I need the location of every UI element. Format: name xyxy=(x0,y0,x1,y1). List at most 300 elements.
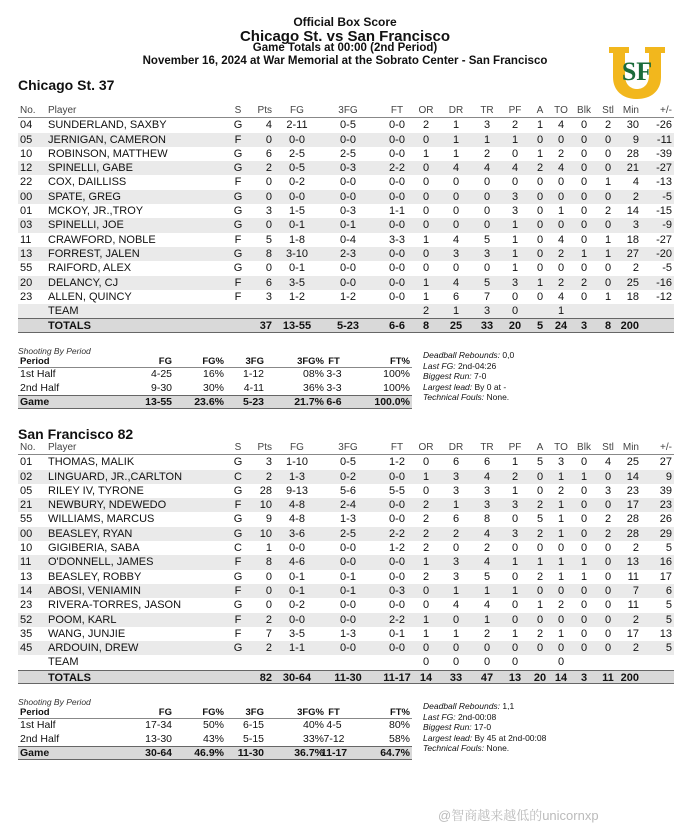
stat-blk: 0 xyxy=(580,190,588,203)
logo-lettering: SF xyxy=(621,57,653,86)
stat-ft: 0-0 xyxy=(389,176,405,189)
stat-to: 1 xyxy=(557,513,565,526)
stat-s: G xyxy=(233,456,243,469)
stat-name: DELANCY, CJ xyxy=(48,276,119,289)
stat-dr: 1 xyxy=(452,147,460,160)
stat-fg: 3-5 xyxy=(289,276,305,289)
stat-ft: 1-1 xyxy=(389,205,405,218)
total-fg3: 11-30 xyxy=(334,671,362,684)
stat-pm: 6 xyxy=(665,584,672,597)
stat-to: 4 xyxy=(557,162,565,175)
stat-fg3: 0-5 xyxy=(340,456,356,469)
stat-a: 2 xyxy=(536,162,544,175)
stat-tr: 3 xyxy=(483,119,491,132)
stat-pts: 0 xyxy=(265,262,272,275)
stat-pts: 8 xyxy=(265,556,272,569)
stat-name: MCKOY, JR.,TROY xyxy=(48,205,144,218)
stat-pts: 8 xyxy=(265,247,272,260)
stat-stl: 4 xyxy=(604,456,612,469)
stat-ft: 0-0 xyxy=(389,642,405,655)
stat-pf: 1 xyxy=(511,556,519,569)
total-a: 20 xyxy=(533,671,547,684)
stat-blk: 0 xyxy=(580,147,588,160)
stat-ft: 0-0 xyxy=(389,119,405,132)
stat-name: LINGUARD, JR.,CARLTON xyxy=(48,470,183,483)
stat-or: 1 xyxy=(422,233,430,246)
total-fg: 13-55 xyxy=(282,320,312,333)
stat-pm: -5 xyxy=(662,190,672,203)
stat-fg: 0-2 xyxy=(289,599,305,612)
game-fg3p: 36.7% xyxy=(294,747,324,759)
note-value: 17-0 xyxy=(471,722,492,732)
stat-s: G xyxy=(233,262,243,275)
stat-to: 0 xyxy=(557,262,565,275)
player-row xyxy=(18,527,674,541)
totals-row xyxy=(18,670,674,684)
note-key: Deadball Rebounds: xyxy=(423,701,501,711)
stat-pf: 0 xyxy=(511,570,519,583)
game-fg: 30-64 xyxy=(145,747,172,759)
stat-s: C xyxy=(234,470,242,483)
stat-fg: 4-6 xyxy=(289,556,305,569)
stat-pm: -9 xyxy=(662,219,672,232)
player-row xyxy=(18,190,674,204)
stat-min: 17 xyxy=(626,499,639,512)
stat-or: 1 xyxy=(422,276,430,289)
shoot-fgp: 30% xyxy=(202,381,224,394)
watermark: @智商越来越低的unicornxp xyxy=(438,808,599,823)
stat-no: 22 xyxy=(20,176,33,189)
stat-a: 2 xyxy=(536,499,544,512)
stat-pts: 10 xyxy=(259,499,272,512)
shoot-fg3: 6-15 xyxy=(242,719,264,731)
stat-tr: 4 xyxy=(483,162,491,175)
stat-name: POOM, KARL xyxy=(48,613,117,626)
stat-or: 0 xyxy=(422,133,430,146)
stat-dr: 2 xyxy=(452,527,460,540)
stat-s: G xyxy=(233,570,243,583)
total-dr: 25 xyxy=(449,320,463,333)
shooting-by-period-home xyxy=(18,697,412,760)
stat-fg: 0-0 xyxy=(289,613,305,626)
stat-pf: 1 xyxy=(511,233,519,246)
stat-fg3: 0-0 xyxy=(340,642,356,655)
stat-pf: 1 xyxy=(511,484,519,497)
stat-name: WILLIAMS, MARCUS xyxy=(48,513,155,526)
player-row xyxy=(18,118,674,132)
stat-or: 2 xyxy=(422,305,430,318)
stat-dr: 1 xyxy=(452,133,460,146)
note-value: 7-0 xyxy=(471,371,487,381)
stat-no: 12 xyxy=(20,162,33,175)
stat-ft: 0-0 xyxy=(389,262,405,275)
stat-a: 1 xyxy=(536,599,544,612)
stat-to: 0 xyxy=(557,176,565,189)
stat-to: 1 xyxy=(557,556,565,569)
shoot-col-fg3: 3FG xyxy=(245,356,264,367)
stat-no: 10 xyxy=(20,542,33,555)
stat-fg: 3-5 xyxy=(289,627,305,640)
stat-ft: 1-2 xyxy=(389,456,405,469)
stat-dr: 3 xyxy=(452,556,460,569)
stat-to: 2 xyxy=(557,247,565,260)
stat-fg: 0-2 xyxy=(289,176,305,189)
stat-dr: 0 xyxy=(452,176,460,189)
stat-no: 00 xyxy=(20,190,33,203)
game-ftp: 64.7% xyxy=(380,747,410,759)
stat-min: 14 xyxy=(626,470,639,483)
stat-or: 0 xyxy=(422,219,430,232)
stat-min: 18 xyxy=(626,233,639,246)
stat-pm: 16 xyxy=(659,556,672,569)
stat-fg3: 0-5 xyxy=(340,119,356,132)
stat-pm: -12 xyxy=(656,290,672,303)
total-or: 8 xyxy=(422,320,430,333)
stat-ft: 0-0 xyxy=(389,499,405,512)
player-row xyxy=(18,584,674,598)
stat-to: 1 xyxy=(557,205,565,218)
total-fg: 30-64 xyxy=(282,671,312,684)
player-row xyxy=(18,512,674,526)
total-fg3: 5-23 xyxy=(336,320,360,333)
note-line xyxy=(423,350,514,361)
total-to: 14 xyxy=(554,671,568,684)
stat-pts: 2 xyxy=(265,613,272,626)
stat-fg: 1-8 xyxy=(289,233,305,246)
player-row xyxy=(18,613,674,627)
shoot-fg3: 4-11 xyxy=(243,381,264,394)
note-value: By 0 at - xyxy=(472,381,507,392)
stat-tr: 7 xyxy=(483,290,491,303)
shoot-ft: 7-12 xyxy=(323,732,345,745)
col-header-no: No. xyxy=(20,105,36,116)
stat-name: CRAWFORD, NOBLE xyxy=(48,233,156,246)
stat-dr: 4 xyxy=(452,233,460,246)
col-header-fg: FG xyxy=(290,442,304,453)
stat-no: 23 xyxy=(20,599,33,612)
game-status: Game Totals at 00:00 (2nd Period) xyxy=(252,42,438,54)
stat-to: 0 xyxy=(557,190,565,203)
note-key: Largest lead: xyxy=(423,381,473,392)
stat-fg3: 2-3 xyxy=(340,247,356,260)
col-header-ft: FT xyxy=(390,105,404,116)
stat-dr: 4 xyxy=(452,599,460,612)
game-fg3: 11-30 xyxy=(237,747,264,759)
note-key: Biggest Run: xyxy=(423,371,472,381)
stat-fg3: 1-3 xyxy=(340,513,356,526)
stat-blk: 0 xyxy=(580,627,588,640)
total-min: 200 xyxy=(620,671,639,684)
stat-dr: 0 xyxy=(452,190,460,203)
stat-pf: 3 xyxy=(511,499,519,512)
stat-name: NEWBURY, NDEWEDO xyxy=(48,499,167,512)
stat-min: 2 xyxy=(632,613,639,626)
stat-no: 03 xyxy=(20,219,33,232)
stat-ft: 0-0 xyxy=(389,147,405,160)
stat-stl: 3 xyxy=(604,484,612,497)
player-row xyxy=(18,218,674,232)
stat-tr: 0 xyxy=(483,219,491,232)
stat-pf: 0 xyxy=(511,305,519,318)
stat-or: 0 xyxy=(422,262,430,275)
stat-stl: 2 xyxy=(604,513,612,526)
stat-s: G xyxy=(233,147,243,160)
col-header-or: OR xyxy=(418,442,434,453)
stat-pts: 0 xyxy=(265,133,272,146)
stat-blk: 1 xyxy=(580,470,588,483)
stat-fg3: 0-0 xyxy=(340,613,356,626)
stat-name: RAIFORD, ALEX xyxy=(48,262,132,275)
stat-fg: 1-1 xyxy=(289,642,305,655)
stat-min: 18 xyxy=(626,290,639,303)
stat-no: 14 xyxy=(20,584,33,597)
player-row xyxy=(18,641,674,655)
stat-blk: 0 xyxy=(580,513,588,526)
stat-a: 0 xyxy=(536,613,544,626)
col-header-pts: Pts xyxy=(257,442,272,453)
stat-pts: 0 xyxy=(265,570,272,583)
stat-pf: 0 xyxy=(511,542,519,555)
stat-tr: 4 xyxy=(483,527,491,540)
stat-to: 2 xyxy=(557,276,565,289)
stat-tr: 0 xyxy=(483,176,491,189)
stat-fg3: 2-5 xyxy=(340,527,356,540)
stat-min: 7 xyxy=(632,584,639,597)
stat-blk: 0 xyxy=(580,499,588,512)
player-row xyxy=(18,455,674,469)
player-row xyxy=(18,627,674,641)
stat-name: BEASLEY, ROBBY xyxy=(48,570,142,583)
shooting-caption: Shooting By Period xyxy=(18,346,91,356)
stat-s: F xyxy=(234,584,242,597)
note-line xyxy=(423,743,546,754)
stat-fg3: 0-3 xyxy=(340,162,356,175)
stat-pm: -16 xyxy=(656,276,672,289)
stat-dr: 1 xyxy=(452,305,460,318)
stat-to: 1 xyxy=(557,499,565,512)
stat-to: 4 xyxy=(557,290,565,303)
stat-stl: 1 xyxy=(604,247,612,260)
stat-stl: 0 xyxy=(604,570,612,583)
stat-a: 0 xyxy=(536,470,544,483)
col-header-pf: PF xyxy=(508,105,522,116)
stat-or: 0 xyxy=(422,247,430,260)
stat-to: 1 xyxy=(557,470,565,483)
stat-s: G xyxy=(233,527,243,540)
stat-or: 0 xyxy=(422,656,430,669)
game-fg: 13-55 xyxy=(145,396,172,408)
stat-fg: 3-10 xyxy=(285,247,309,260)
stat-fg: 0-0 xyxy=(289,190,305,203)
stat-s: F xyxy=(234,233,242,246)
shoot-period: 2nd Half xyxy=(20,381,60,394)
stat-ft: 0-3 xyxy=(389,584,405,597)
stat-fg: 1-3 xyxy=(289,470,305,483)
stat-min: 3 xyxy=(632,219,639,232)
total-pf: 13 xyxy=(508,671,522,684)
stat-pf: 2 xyxy=(511,119,519,132)
stat-blk: 0 xyxy=(580,599,588,612)
stat-name: COX, DAILLISS xyxy=(48,176,127,189)
stat-pm: 13 xyxy=(659,627,672,640)
stat-pm: -26 xyxy=(656,119,672,132)
stat-fg: 0-0 xyxy=(289,542,305,555)
stat-stl: 1 xyxy=(604,290,612,303)
stat-s: G xyxy=(233,642,243,655)
stat-to: 1 xyxy=(557,305,565,318)
stat-pts: 7 xyxy=(265,627,272,640)
shoot-col-period: Period xyxy=(20,707,50,718)
stat-to: 0 xyxy=(557,133,565,146)
stat-to: 2 xyxy=(557,147,565,160)
stat-dr: 6 xyxy=(452,456,460,469)
stat-tr: 1 xyxy=(483,584,491,597)
stat-to: 4 xyxy=(557,233,565,246)
shoot-col-ft: FT xyxy=(328,356,340,367)
total-blk: 3 xyxy=(580,671,588,684)
stat-pm: 23 xyxy=(659,499,672,512)
shoot-fgp: 16% xyxy=(202,368,224,380)
stat-a: 0 xyxy=(536,290,544,303)
stat-fg3: 0-0 xyxy=(340,176,356,189)
stat-a: 0 xyxy=(536,233,544,246)
note-value: 2nd-00:08 xyxy=(455,711,497,722)
stat-dr: 1 xyxy=(452,627,460,640)
stat-pf: 0 xyxy=(511,656,519,669)
stat-tr: 2 xyxy=(483,542,491,555)
stat-pts: 3 xyxy=(265,290,272,303)
stat-name: JERNIGAN, CAMERON xyxy=(48,133,166,146)
shoot-fg3p: 36% xyxy=(302,381,324,394)
total-stl: 8 xyxy=(604,320,612,333)
stat-pm: 5 xyxy=(665,613,672,626)
stat-a: 5 xyxy=(536,513,544,526)
stat-min: 11 xyxy=(627,599,639,612)
shooting-header-row xyxy=(18,707,412,719)
shoot-col-fgp: FG% xyxy=(202,356,224,367)
stat-dr: 0 xyxy=(452,656,460,669)
player-row xyxy=(18,133,674,147)
stat-pts: 2 xyxy=(265,642,272,655)
shoot-fg: 4-25 xyxy=(150,368,172,380)
stat-name: SPINELLI, GABE xyxy=(48,162,133,175)
stat-to: 2 xyxy=(557,599,565,612)
stat-fg: 2-5 xyxy=(289,147,305,160)
stat-stl: 0 xyxy=(604,542,612,555)
col-header-pm: +/- xyxy=(660,442,672,453)
stat-min: 9 xyxy=(632,133,639,146)
stat-stl: 1 xyxy=(604,176,612,189)
stat-a: 0 xyxy=(536,262,544,275)
stat-pm: 9 xyxy=(665,470,672,483)
stat-pts: 6 xyxy=(265,276,272,289)
stat-s: G xyxy=(233,599,243,612)
stat-tr: 0 xyxy=(483,205,491,218)
col-header-min: Min xyxy=(622,105,639,116)
stat-fg3: 1-3 xyxy=(340,627,356,640)
shooting-by-period-away xyxy=(18,346,412,409)
stat-a: 0 xyxy=(536,542,544,555)
stat-a: 0 xyxy=(536,642,544,655)
stat-a: 2 xyxy=(536,570,544,583)
game-ftp: 100.0% xyxy=(374,396,410,408)
stat-dr: 0 xyxy=(452,613,460,626)
total-a: 5 xyxy=(536,320,544,333)
col-header-pf: PF xyxy=(508,442,522,453)
col-header-blk: Blk xyxy=(577,442,591,453)
stat-pm: -11 xyxy=(656,133,672,146)
player-row xyxy=(18,161,674,175)
stat-pf: 3 xyxy=(511,527,519,540)
col-header-stl: Stl xyxy=(602,442,614,453)
stat-s: F xyxy=(234,556,242,569)
stat-ft: 5-5 xyxy=(389,484,405,497)
stat-fg: 0-1 xyxy=(289,570,305,583)
col-header-stl: Stl xyxy=(602,105,614,116)
stat-a: 5 xyxy=(536,456,544,469)
stat-no: 01 xyxy=(20,456,33,469)
shooting-game-row xyxy=(18,746,412,760)
col-header-fg3: 3FG xyxy=(338,442,358,453)
player-row xyxy=(18,247,674,261)
stat-a: 1 xyxy=(536,276,544,289)
stat-tr: 5 xyxy=(483,233,491,246)
shoot-ftp: 100% xyxy=(383,368,410,380)
stat-name: ROBINSON, MATTHEW xyxy=(48,147,168,160)
stat-min: 2 xyxy=(632,642,639,655)
stat-min: 28 xyxy=(626,513,639,526)
stat-tr: 4 xyxy=(483,556,491,569)
stat-or: 0 xyxy=(422,190,430,203)
game-fgp: 23.6% xyxy=(194,396,224,408)
stat-or: 2 xyxy=(422,570,430,583)
shoot-fg3p: 08% xyxy=(302,368,324,380)
player-row xyxy=(18,570,674,584)
stat-s: G xyxy=(233,247,243,260)
stat-dr: 0 xyxy=(452,262,460,275)
stat-dr: 3 xyxy=(452,247,460,260)
stat-blk: 0 xyxy=(580,542,588,555)
stat-name: RIVERA-TORRES, JASON xyxy=(48,599,182,612)
stat-pm: -20 xyxy=(656,247,672,260)
stat-fg: 0-1 xyxy=(289,262,305,275)
note-line xyxy=(423,701,546,712)
shoot-period: 1st Half xyxy=(20,368,56,380)
stat-pf: 1 xyxy=(511,584,519,597)
stat-min: 28 xyxy=(626,527,639,540)
stat-to: 0 xyxy=(557,656,565,669)
stat-a: 0 xyxy=(536,176,544,189)
stat-ft: 3-3 xyxy=(389,233,405,246)
stat-min: 2 xyxy=(632,542,639,555)
stat-blk: 0 xyxy=(580,484,588,497)
stat-dr: 6 xyxy=(452,513,460,526)
stat-pf: 3 xyxy=(511,190,519,203)
stat-fg3: 0-0 xyxy=(340,599,356,612)
stat-ft: 2-2 xyxy=(389,527,405,540)
note-key: Technical Fouls: xyxy=(423,743,485,753)
game-fgp: 46.9% xyxy=(194,747,224,759)
stat-or: 1 xyxy=(422,147,430,160)
shooting-period-row xyxy=(18,719,412,733)
stat-fg3: 0-0 xyxy=(340,556,356,569)
stat-blk: 0 xyxy=(580,133,588,146)
stat-fg3: 2-4 xyxy=(340,499,356,512)
stat-name: WANG, JUNJIE xyxy=(48,627,126,640)
stat-no: 11 xyxy=(20,233,32,246)
stat-pf: 0 xyxy=(511,599,519,612)
stat-pf: 3 xyxy=(511,276,519,289)
